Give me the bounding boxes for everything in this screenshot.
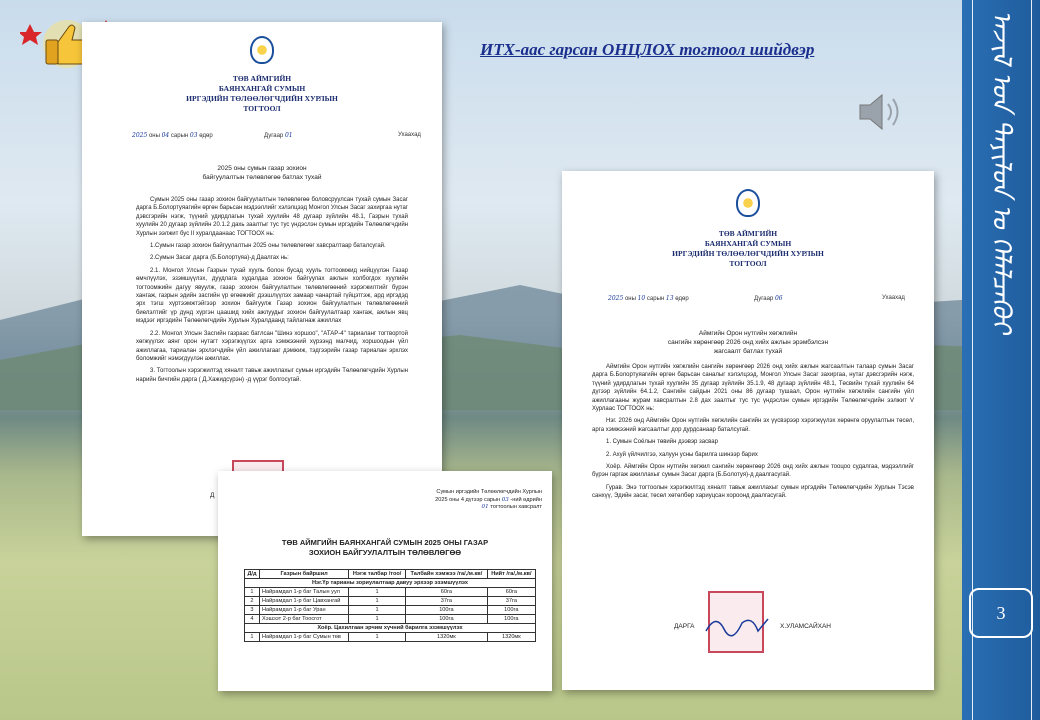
doc2-body: Аймгийн Орон нутгийн хөгжлийн сангийн хөрөнгөөр 2026 онд хийх ажлын жагсаалтын талаар сумын Засаг дарга Б.Болортуяагийн өргөн барьсан саналыг хэлэлцээд, Монгол Улсын Засаг захиргаа, нутаг дэвсгэрийн нэгж, түүний удирдлагын тухай хуулийн 35 дугаар зүйлийн 35.1.9, 48 дугаар зүйлийн 48.1, Төсвийн тухай хуулийн 64 дүгээр зүйлийн 64.1.2, Сангийн сайдын 2021 оны 86 дугаар тушаал, Орон нутгийн хөгжлийн сангийн үйл ажиллагааны журам хавсралтын 2.8 дах заалтыг тус тус үндэслэн сумын иргэдийн Төлөөлөгчдийн ээлжит V Хурлаас ТОГТООХ нь: Нэг. 2026 онд Аймгийн Орон нутгийн хөгжлийн сангийн эх үүсвэрээр хэрэгжүүлэх хөрөнгө оруулалтын төсөл, арга хэмжээний жагсаалтыг дор дурдсанаар баталсугай. 1. Сумын Соёлын төвийн дээвэр засвар 2. Ахуй үйлчилгээ, халуун усны барилга шинээр барих Хоёр. Аймгийн Орон нутгийн хөгжил сангийн хөрөнгөөр 2026 онд хийх ажлын тооцоо судалгаа, мэдээллийг бүрэн гаргаж ажиллахыг сумын Засаг дарга (Б.Болотуя)-д даалгасугай. Гурав. Энэ тогтоолын хэрэгжилтэд хяналт тавьж ажиллахыг сумын иргэдийн Төлөөлөгчдийн Хурлын Тэсэв санхүү, Эдийн засаг, төсөл хөтөлбөр хариуцсан хороонд даалгасугай.	[592, 364, 914, 500]
doc1-header: ТӨВ АЙМГИЙН БАЯНХАНГАЙ СУМЫН ИРГЭДИЙН ТӨЛӨӨЛӨГЧДИЙН ХУРЛЫН ТОГТООЛ	[186, 74, 338, 113]
appendix-table-document	[218, 471, 552, 691]
doc1-date: 2025 оны 04 сарын 03 өдөр	[132, 132, 213, 139]
resolution-document-2	[562, 171, 934, 690]
table-row: 4 Хэшээт 2-р баг Тоосгот 1 100га 100га	[245, 615, 536, 624]
col-header: Газрын байршил	[259, 570, 348, 579]
doc2-place: Ухаахад	[882, 295, 905, 301]
doc2-header: ТӨВ АЙМГИЙН БАЯНХАНГАЙ СУМЫН ИРГЭДИЙН ТӨЛӨӨЛӨГЧДИЙН ХУРЛЫН ТОГТООЛ	[672, 229, 824, 268]
col-header: Нийт /га/,/м.кв/	[487, 570, 535, 579]
doc2-date: 2025 оны 10 сарын 13 өдөр	[608, 295, 689, 302]
doc1-subject: 2025 оны сумын газар зохион байгуулалтын төлөвлөгөө батлах тухай	[202, 165, 322, 181]
doc1-place: Ухаахад	[398, 132, 421, 138]
page-number: 3	[969, 588, 1033, 638]
col-header: Нэгж талбар /тоо/	[349, 570, 406, 579]
doc2-subject: Аймгийн Орон нутгийн хөгжлийн сангийн хөрөнгөөр 2026 онд хийх ажлын эрэмбэлсэн жагсаалт батлах тухай	[667, 330, 829, 355]
doc2-signature-title: ДАРГА	[674, 623, 695, 630]
table-section-header: Нэг.Үр тарианы зориулалтаар давуу эрхээр эзэмшүүлэх	[245, 579, 536, 588]
signature-scribble	[702, 611, 772, 639]
col-header: Д/д	[245, 570, 260, 579]
col-header: Талбайн хэмжээ /га/,/м.кв/	[406, 570, 488, 579]
mongolian-vertical-text: ᠠᠵᠢᠯ ᠤᠨ ᠲᠠᠶᠢᠯᠤᠨ ᠤ ᠬᠡᠯᠡᠯᠴᠡᠬᠦᠢ	[986, 10, 1016, 334]
speaker-icon[interactable]	[856, 90, 906, 134]
state-emblem-icon	[250, 36, 274, 64]
table-row: 1 Найрамдал 1-р баг Талын уул 1 60га 60га	[245, 588, 536, 597]
slide-title: ИТХ-аас гарсан ОНЦЛОХ тогтоол шийдвэр	[480, 40, 815, 59]
doc3-appendix-note: Сумын иргэдийн Төлөөлөгчдийн Хурлын 2025 оны 4 дүгээр сарын 03 -ний өдрийн 01 тогтоолын хавсралт	[435, 489, 542, 510]
table-section-header: Хоёр. Цахилгаан эрчим хүчний барилга эзэмшүүлэх	[245, 624, 536, 633]
table-row: 1 Найрамдал 1-р баг Сумын төв 1 1320мк 1320мк	[245, 633, 536, 642]
resolution-document-1	[82, 22, 442, 536]
doc1-number: Дугаар 01	[264, 132, 293, 139]
doc2-signature-name: Х.УЛАМСАЙХАН	[780, 623, 831, 630]
table-row: 3 Найрамдал 1-р баг Уран 1 100га 100га	[245, 606, 536, 615]
doc1-signature-title: Д	[210, 492, 215, 499]
doc3-title: ТӨВ АЙМГИЙН БАЯНХАНГАЙ СУМЫН 2025 ОНЫ ГАЗАР ЗОХИОН БАЙГУУЛАЛТЫН ТӨЛӨВЛӨГӨӨ	[281, 538, 489, 557]
land-plan-table	[244, 569, 536, 642]
doc2-number: Дугаар 06	[754, 295, 783, 302]
state-emblem-icon	[736, 189, 760, 217]
doc1-body: Сумын 2025 оны газар зохион байгуулалтын төлөвлөгөө боловсруулсан тухай сумын Засаг дарга Б.Болортуяагийн өргөн барьсан мэдээллийг хэлэлцээд Монгол Улсын Засаг захиргаа нутаг дэвсгэрийн нэгж, түүний удирдлагын тухай хуулийн 48 дугаар зүйлийн 48.1, Газрын тухай хуулийн 20 дугаар зүйлийн 20.1.2 дахь заалтыг тус тус үндэслэн сумын иргэдийн Төлөөлөгчдийн Хурлын ээлжит бус II хуралдаанаас ТОГТООХ нь: 1.Сумын газар зохион байгуулалтын 2025 оны төлөвлөгөөг хавсралтаар баталсугай. 2.Сумын Засаг дарга (Б.Болортуяа)-д Даалгах нь: 2.1. Монгол Улсын Газрын тухай хууль болон бусад хууль тогтоомжид нийцүүлэн Газар өмчлүүлэх, эзэмшүүлэх, дуудлага худалдаа зохион байгуулах ажлын холбогдох хуулийн тогтоомжийн дагуу явуулж, газар зохион байгуулалтын төлөвлөгөөний хэрэгжилтийг бүрэн хангаж, газрын эдийн засгийн үр өгөөжийг дээшлүүлэх замаар чанартай гүйцэтгэж, ард иргэдэд эрх тэгш хүртээмжтэйгээр зохион байгуулж Газар зохион байгуулалтын төлөвлөгөөний биелэлтийг үр дүнд хүргэн цаашид хийх ажлуудыг зохион байгуулалтаар хангаж, ажлын явц мэдээг иргэдийн Төлөөлөгчдийн Хурлын Хуралдаанд тайлагнаж ажиллах 2.2. Монгол Улсын Засгийн газраас батлсан "Шинэ хоршоо", "АТАР-4" тариаланг тогтвортой хөгжүүлэх аянг орон нутагт хэрэгжүүлэх арга хэмжээний хүрээнд малчид, хоршоодын үйл ажиллагаа, тариалан эрхлэгчдийн үйл ажиллагааг дэмжиж, тэдгээрийн газар тариалан эрхлэх боломжийг нэмэгдүүлэн ажиллах. 3. Тогтоолын хэрэгжилтэд хяналт тавьж ажиллахыг сумын иргэдийн Төлөөлөгчдийн Хурлын нарийн бичгийн дарга ( Д.Хажидсүрэн) -д үүрэг болгосугай.	[136, 197, 408, 383]
table-row: 2 Найрамдал 1-р баг Цавхангай 1 37га 37га	[245, 597, 536, 606]
